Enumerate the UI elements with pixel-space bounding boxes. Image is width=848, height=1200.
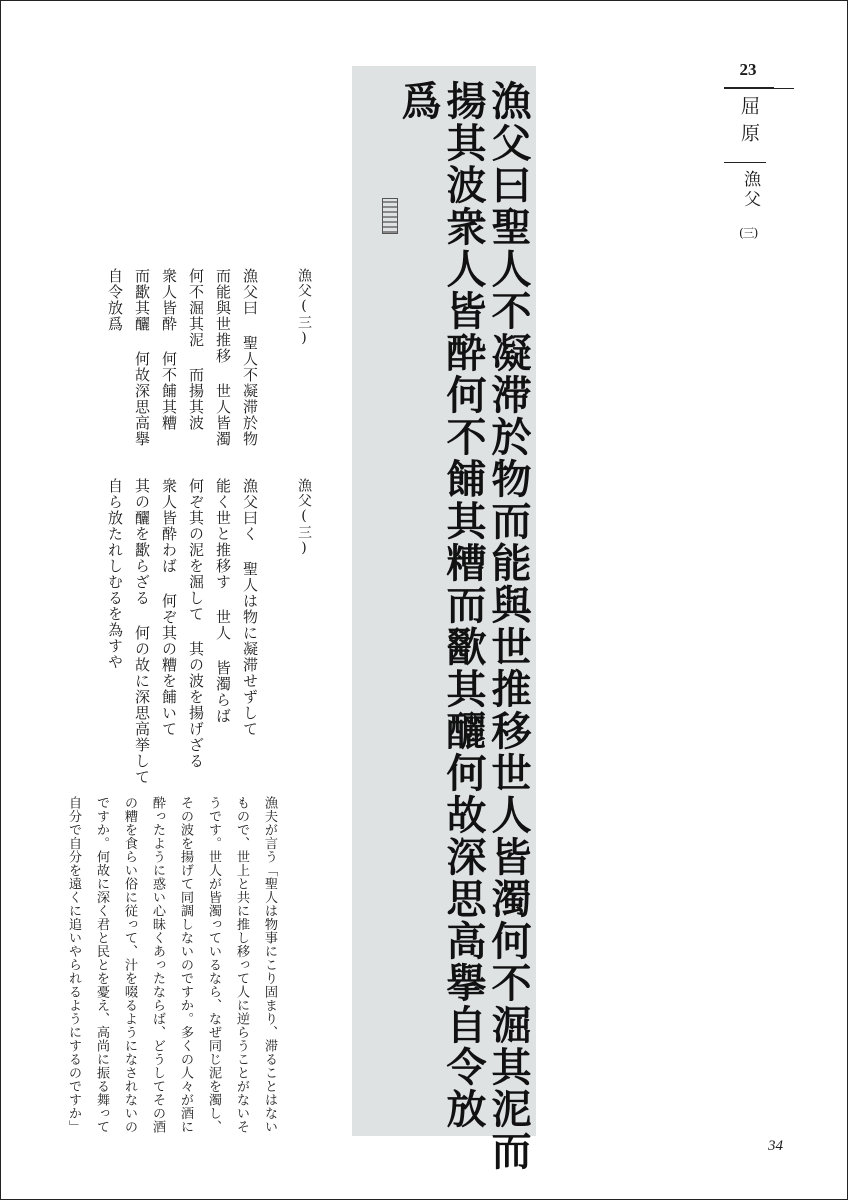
translation-line: ですか。何故に深く君と民とを憂え、高尚に振る舞って (94, 796, 109, 1134)
translation-line: 酔ったように惑い心昧くあったならば、どうしてその酒 (150, 796, 165, 1134)
translation-line: 自分で自分を遠くに追いやられるようにするのですか」 (66, 796, 81, 1134)
original-heading: 漁父(三) (296, 268, 312, 347)
work-title: 漁父 (740, 170, 760, 210)
original-line: 衆人皆酔 何不餔其糟 (160, 268, 178, 431)
reading-text-block (101, 478, 317, 785)
reading-line: 能く世と推移す 世人 皆濁らば (214, 478, 232, 724)
author-name: 屈原 (738, 96, 760, 150)
calligraphy-column: 爲 (395, 80, 441, 122)
calligraphy-column: 漁父曰聖人不凝滞於物而能與世推移世人皆濁何不淈其泥而 (485, 80, 531, 1172)
seal-stamp (382, 198, 398, 234)
original-text-block (101, 268, 317, 458)
chapter-number: 23 (739, 60, 757, 79)
original-line: 而能與世推移 世人皆濁 (214, 268, 232, 447)
original-line: 而歠其釃 何故深思高擧 (133, 268, 151, 447)
work-part: (三) (739, 226, 758, 240)
calligraphy-panel (352, 66, 536, 1172)
calligraphy-column: 揚其波衆人皆酔何不餔其糟而歠其釃何故深思高擧自令放 (440, 80, 486, 1130)
reading-line: 何ぞ其の泥を淈して 其の波を揚げざる (187, 478, 205, 769)
index-rule-mid (724, 162, 766, 163)
reading-line: 自ら放たれしむるを為すや (106, 478, 124, 670)
translation-block (59, 796, 283, 1141)
translation-line: の糟を食らい俗に従って、汁を啜るようになされないの (122, 796, 137, 1134)
index-rule-top-tick (774, 88, 794, 89)
original-line: 何不淈其泥 而揚其波 (187, 268, 205, 431)
calligraphy-text (395, 80, 530, 1172)
reading-heading: 漁父(三) (296, 478, 312, 557)
reading-line: 衆人皆酔わば 何ぞ其の糟を餔いて (160, 478, 178, 737)
translation-line: 漁夫が言う「聖人は物事にこり固まり、滞ることはない (262, 796, 277, 1134)
original-line: 自令放爲 (106, 268, 124, 332)
translation-line: もので、世上と共に推し移って人に逆らうことがないそ (234, 796, 249, 1134)
page-number: 34 (768, 1138, 783, 1154)
index-rule-top (724, 87, 774, 89)
translation-line: その波を揚げて同調しないのですか。多くの人々が酒に (178, 796, 193, 1134)
original-line: 漁父曰 聖人不凝滞於物 (241, 268, 259, 447)
reading-line: 漁父曰く 聖人は物に凝滞せずして (241, 478, 259, 737)
reading-line: 其の釃を歠らざる 何の故に深思高挙して (133, 478, 151, 785)
translation-line: うです。世人が皆濁っているなら、なぜ同じ泥を濁し、 (206, 796, 221, 1134)
